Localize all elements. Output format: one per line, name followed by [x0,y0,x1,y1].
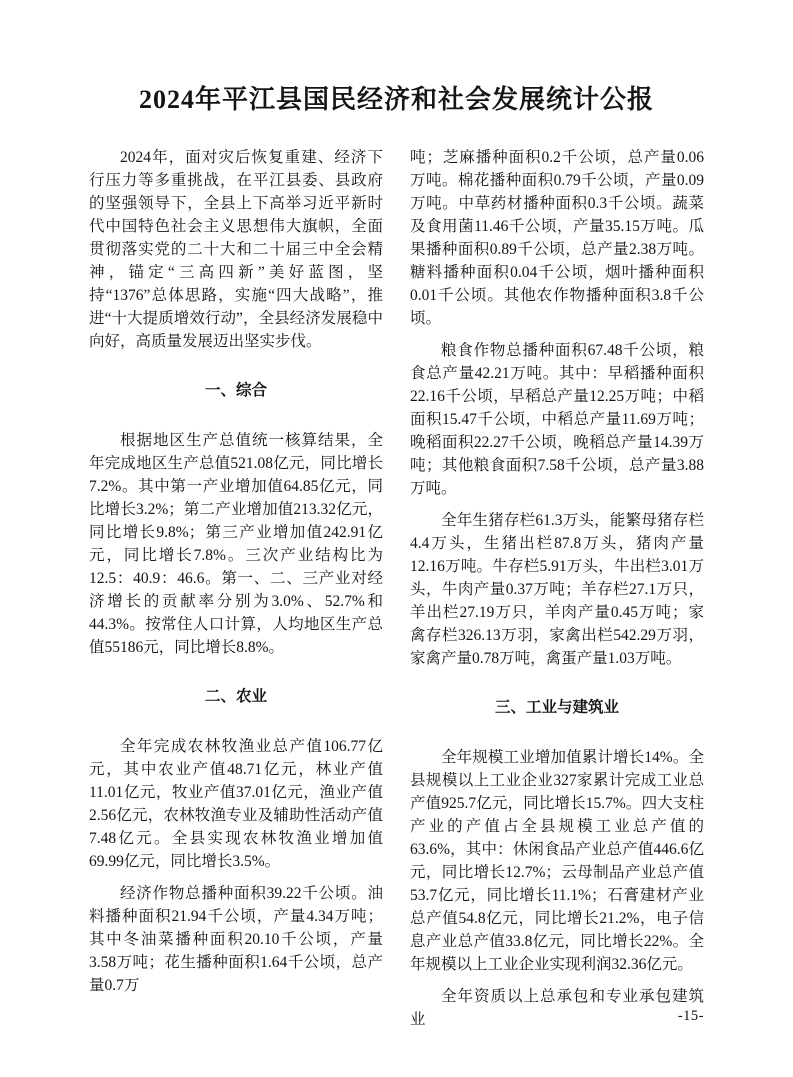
page-number: -15- [677,1008,704,1024]
content-columns [89,146,705,1040]
economic-crops-continued-paragraph: 吨；芝麻播种面积0.2千公顷，总产量0.06万吨。棉花播种面积0.79千公顷，产量0.09万吨。中草药材播种面积0.3千公顷。蔬菜及食用菌11.46千公顷，产量35.15万吨。瓜果播种面积0.89千公顷，总产量2.38万吨。糖料播种面积0.04千公顷，烟叶播种面积0.01千公顷。其他农作物播种面积3.8千公顷。 [410,149,704,327]
livestock-paragraph: 全年生猪存栏61.3万头，能繁母猪存栏4.4万头，生猪出栏87.8万头，猪肉产量12.16万吨。牛存栏5.91万头，牛出栏3.01万头，牛肉产量0.37万吨；羊存栏27.1万只，羊出栏27.19万只，羊肉产量0.45万吨；家禽存栏326.13万羽，家禽出栏542.29万羽，家禽产量0.78万吨，禽蛋产量1.03万吨。 [410,512,704,667]
section-heading-overview: 一、综合 [204,382,267,399]
industry-paragraph: 全年规模工业增加值累计增长14%。全县规模以上工业企业327家累计完成工业总产值925.7亿元，同比增长15.7%。四大支柱产业的产值占全县规模工业总产值的63.6%，其中：休闲食品产业总产值446.6亿元，同比增长12.7%；云母制品产业总产值53.7亿元，同比增长11.1%；石膏建材产业总产值54.8亿元，同比增长21.2%，电子信息产业总产值33.8亿元，同比增长22%。全年规模以上工业企业实现利润32.36亿元。 [410,749,704,973]
intro-paragraph: 2024年，面对灾后恢复重建、经济下行压力等多重挑战，在平江县委、县政府的坚强领导下，全县上下高举习近平新时代中国特色社会主义思想伟大旗帜，全面贯彻落实党的二十大和二十届三中全会精神，锚定“三高四新”美好蓝图，坚持“1376”总体思路，实施“四大战略”，推进“十大提质增效行动”，全县经济发展稳中向好，高质量发展迈出坚实步伐。 [89,149,383,350]
left-column [89,146,383,1040]
section-heading-industry: 三、工业与建筑业 [494,699,619,716]
document-title: 2024年平江县国民经济和社会发展统计公报 [138,85,654,114]
section-heading-agriculture: 二、农业 [204,688,267,705]
right-column [410,146,704,1040]
construction-paragraph: 全年资质以上总承包和专业承包建筑业 [410,988,704,1028]
gdp-paragraph: 根据地区生产总值统一核算结果，全年完成地区生产总值521.08亿元，同比增长7.2%。其中第一产业增加值64.85亿元，同比增长3.2%；第二产业增加值213.32亿元，同比增长9.8%；第三产业增加值242.91亿元，同比增长7.8%。三次产业结构比为12.5：40.9：46.6。第一、二、三产业对经济增长的贡献率分别为3.0%、52.7%和44.3%。按常住人口计算，人均地区生产总值55186元，同比增长8.8%。 [89,432,383,656]
agriculture-output-paragraph: 全年完成农林牧渔业总产值106.77亿元，其中农业产值48.71亿元，林业产值11.01亿元，牧业产值37.01亿元，渔业产值2.56亿元，农林牧渔专业及辅助性活动产值7.48亿元。全县实现农林牧渔业增加值69.99亿元，同比增长3.5%。 [89,738,383,870]
grain-paragraph: 粮食作物总播种面积67.48千公顷，粮食总产量42.21万吨。其中：早稻播种面积22.16千公顷，早稻总产量12.25万吨；中稻面积15.47千公顷，中稻总产量11.69万吨；晚稻面积22.27千公顷，晚稻总产量14.39万吨；其他粮食面积7.58千公顷，总产量3.88万吨。 [410,342,704,497]
economic-crops-paragraph: 经济作物总播种面积39.22千公顷。油料播种面积21.94千公顷，产量4.34万吨；其中冬油菜播种面积20.10千公顷，产量3.58万吨；花生播种面积1.64千公顷，总产量0.7万 [89,885,383,994]
